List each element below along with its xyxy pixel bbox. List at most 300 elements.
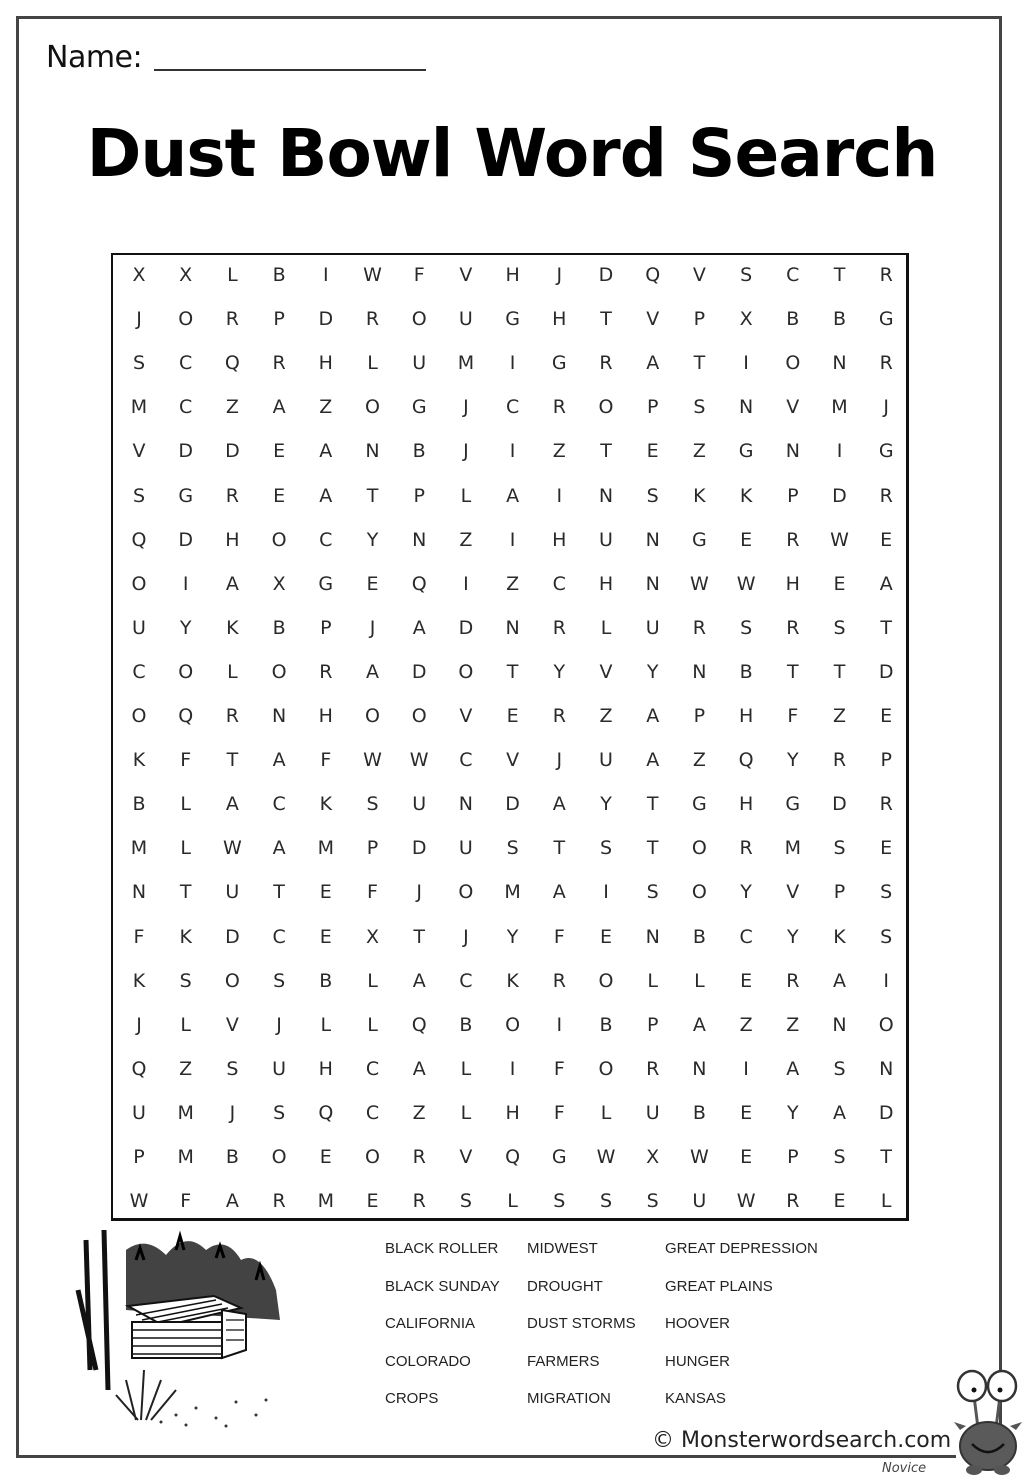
grid-letter[interactable]: N: [645, 925, 660, 948]
grid-letter[interactable]: E: [646, 440, 659, 463]
grid-letter[interactable]: H: [598, 572, 614, 595]
grid-letter[interactable]: O: [691, 837, 707, 860]
grid-letter[interactable]: M: [457, 352, 475, 375]
grid-letter[interactable]: A: [833, 1101, 846, 1124]
grid-letter[interactable]: N: [131, 881, 147, 904]
grid-letter[interactable]: C: [459, 749, 473, 772]
grid-letter[interactable]: R: [225, 484, 239, 507]
grid-letter[interactable]: B: [692, 1101, 706, 1124]
grid-letter[interactable]: Y: [786, 749, 799, 772]
grid-letter[interactable]: G: [551, 352, 567, 375]
grid-letter[interactable]: F: [320, 749, 332, 772]
grid-letter[interactable]: A: [879, 572, 893, 595]
grid-letter[interactable]: B: [786, 308, 800, 331]
grid-letter[interactable]: N: [738, 396, 754, 419]
grid-letter[interactable]: A: [225, 793, 239, 816]
grid-letter[interactable]: N: [645, 572, 660, 595]
grid-letter[interactable]: E: [319, 1146, 332, 1168]
grid-letter[interactable]: O: [598, 396, 614, 419]
grid-letter[interactable]: Q: [178, 705, 194, 727]
grid-letter[interactable]: L: [320, 1013, 332, 1036]
grid-letter[interactable]: U: [458, 837, 473, 860]
grid-letter[interactable]: O: [178, 660, 194, 683]
grid-letter[interactable]: O: [271, 660, 287, 683]
grid-letter[interactable]: Z: [599, 705, 613, 727]
grid-letter[interactable]: D: [832, 793, 847, 816]
grid-letter[interactable]: S: [880, 925, 893, 948]
grid-letter[interactable]: H: [318, 352, 333, 375]
grid-letter[interactable]: T: [786, 660, 799, 683]
grid-letter[interactable]: R: [365, 308, 380, 331]
grid-letter[interactable]: R: [272, 1190, 286, 1213]
grid-letter[interactable]: Q: [224, 352, 240, 375]
grid-letter[interactable]: B: [225, 1146, 239, 1168]
grid-letter[interactable]: T: [600, 308, 612, 331]
grid-letter[interactable]: G: [505, 308, 520, 331]
grid-letter[interactable]: V: [786, 881, 800, 904]
grid-letter[interactable]: Y: [646, 660, 659, 683]
grid-letter[interactable]: A: [833, 969, 846, 992]
grid-letter[interactable]: S: [179, 969, 192, 992]
grid-letter[interactable]: T: [646, 793, 659, 816]
grid-letter[interactable]: P: [366, 837, 379, 860]
grid-letter[interactable]: R: [412, 1146, 426, 1168]
grid-letter[interactable]: S: [833, 616, 846, 639]
grid-letter[interactable]: B: [739, 660, 753, 683]
grid-letter[interactable]: I: [556, 484, 563, 507]
grid-letter[interactable]: L: [180, 1013, 191, 1036]
grid-letter[interactable]: F: [553, 925, 565, 948]
grid-letter[interactable]: V: [459, 264, 473, 286]
grid-letter[interactable]: R: [599, 352, 613, 375]
grid-letter[interactable]: Y: [366, 528, 379, 551]
grid-letter[interactable]: T: [693, 352, 706, 375]
grid-letter[interactable]: L: [180, 793, 191, 816]
grid-letter[interactable]: O: [271, 1146, 287, 1168]
grid-letter[interactable]: H: [505, 1101, 520, 1124]
grid-letter[interactable]: S: [273, 1101, 286, 1124]
grid-letter[interactable]: G: [878, 440, 894, 463]
grid-letter[interactable]: X: [365, 925, 380, 948]
grid-letter[interactable]: S: [553, 1190, 566, 1213]
grid-letter[interactable]: R: [879, 793, 893, 816]
grid-letter[interactable]: B: [272, 264, 286, 286]
grid-letter[interactable]: P: [320, 616, 332, 639]
grid-letter[interactable]: H: [738, 793, 754, 816]
grid-letter[interactable]: K: [739, 484, 753, 507]
grid-letter[interactable]: O: [878, 1013, 894, 1036]
grid-letter[interactable]: T: [833, 660, 846, 683]
grid-letter[interactable]: O: [598, 1057, 614, 1080]
grid-letter[interactable]: W: [736, 572, 756, 595]
grid-letter[interactable]: U: [225, 881, 240, 904]
grid-letter[interactable]: A: [412, 969, 426, 992]
grid-letter[interactable]: R: [225, 308, 239, 331]
grid-letter[interactable]: D: [598, 264, 614, 286]
grid-letter[interactable]: L: [460, 484, 472, 507]
grid-letter[interactable]: W: [596, 1146, 616, 1168]
grid-letter[interactable]: A: [552, 793, 566, 816]
grid-letter[interactable]: I: [836, 440, 843, 463]
grid-letter[interactable]: T: [366, 484, 379, 507]
grid-letter[interactable]: J: [883, 396, 889, 419]
grid-letter[interactable]: W: [689, 572, 709, 595]
grid-letter[interactable]: P: [880, 749, 892, 772]
grid-letter[interactable]: X: [272, 572, 286, 595]
grid-letter[interactable]: Z: [225, 396, 239, 419]
grid-letter[interactable]: C: [179, 352, 193, 375]
grid-letter[interactable]: S: [132, 484, 146, 507]
grid-letter[interactable]: E: [880, 705, 893, 727]
grid-letter[interactable]: G: [878, 308, 894, 331]
grid-letter[interactable]: Y: [786, 925, 799, 948]
grid-letter[interactable]: V: [692, 264, 706, 286]
grid-letter[interactable]: P: [787, 484, 799, 507]
grid-letter[interactable]: B: [132, 793, 146, 816]
grid-letter[interactable]: X: [179, 264, 193, 286]
grid-letter[interactable]: F: [787, 705, 799, 727]
grid-letter[interactable]: O: [691, 881, 707, 904]
grid-letter[interactable]: C: [459, 969, 473, 992]
grid-letter[interactable]: E: [319, 881, 332, 904]
grid-letter[interactable]: A: [272, 837, 286, 860]
grid-letter[interactable]: F: [133, 925, 145, 948]
grid-letter[interactable]: F: [367, 881, 378, 904]
grid-letter[interactable]: E: [880, 528, 893, 551]
grid-letter[interactable]: J: [463, 396, 469, 419]
grid-letter[interactable]: V: [786, 396, 800, 419]
grid-letter[interactable]: T: [646, 837, 659, 860]
grid-letter[interactable]: T: [880, 1146, 892, 1168]
grid-letter[interactable]: P: [646, 1013, 659, 1036]
grid-letter[interactable]: C: [505, 396, 520, 419]
grid-letter[interactable]: Z: [552, 440, 566, 463]
grid-letter[interactable]: H: [552, 308, 567, 331]
grid-letter[interactable]: J: [463, 440, 469, 463]
grid-letter[interactable]: S: [646, 484, 659, 507]
grid-letter[interactable]: A: [225, 572, 239, 595]
grid-letter[interactable]: S: [833, 1146, 846, 1168]
grid-letter[interactable]: K: [319, 793, 333, 816]
grid-letter[interactable]: S: [833, 837, 846, 860]
grid-letter[interactable]: R: [646, 1057, 660, 1080]
grid-letter[interactable]: B: [599, 1013, 613, 1036]
grid-letter[interactable]: O: [458, 660, 474, 683]
grid-letter[interactable]: N: [785, 440, 800, 463]
grid-letter[interactable]: L: [460, 1057, 472, 1080]
grid-letter[interactable]: Q: [645, 264, 661, 286]
grid-letter[interactable]: M: [831, 396, 848, 419]
grid-letter[interactable]: J: [416, 881, 422, 904]
grid-letter[interactable]: U: [645, 1101, 660, 1124]
grid-letter[interactable]: S: [646, 1190, 659, 1213]
grid-letter[interactable]: J: [229, 1101, 236, 1124]
grid-letter[interactable]: U: [412, 352, 427, 375]
grid-letter[interactable]: Y: [179, 616, 192, 639]
grid-letter[interactable]: S: [226, 1057, 239, 1080]
grid-letter[interactable]: U: [458, 308, 473, 331]
grid-letter[interactable]: E: [366, 572, 379, 595]
grid-letter[interactable]: L: [227, 264, 238, 286]
grid-letter[interactable]: O: [411, 705, 427, 727]
grid-letter[interactable]: Z: [412, 1101, 426, 1124]
grid-letter[interactable]: L: [694, 969, 705, 992]
grid-letter[interactable]: N: [271, 705, 287, 727]
grid-letter[interactable]: W: [689, 1146, 709, 1168]
grid-letter[interactable]: A: [319, 484, 333, 507]
grid-letter[interactable]: J: [463, 925, 469, 948]
grid-letter[interactable]: C: [365, 1101, 380, 1124]
grid-letter[interactable]: D: [225, 925, 240, 948]
grid-letter[interactable]: R: [412, 1190, 426, 1213]
grid-letter[interactable]: E: [366, 1190, 379, 1213]
grid-letter[interactable]: S: [693, 396, 706, 419]
grid-letter[interactable]: A: [366, 660, 379, 683]
grid-letter[interactable]: M: [177, 1101, 194, 1124]
grid-letter[interactable]: O: [271, 528, 287, 551]
grid-letter[interactable]: A: [692, 1013, 706, 1036]
grid-letter[interactable]: W: [736, 1190, 756, 1213]
grid-letter[interactable]: Q: [131, 528, 147, 551]
grid-letter[interactable]: D: [178, 440, 193, 463]
grid-letter[interactable]: A: [646, 352, 660, 375]
grid-letter[interactable]: X: [739, 308, 753, 331]
grid-letter[interactable]: M: [130, 837, 148, 860]
grid-letter[interactable]: I: [322, 264, 329, 286]
grid-letter[interactable]: R: [692, 616, 706, 639]
grid-letter[interactable]: W: [129, 1190, 149, 1213]
grid-letter[interactable]: C: [365, 1057, 380, 1080]
grid-letter[interactable]: V: [646, 308, 660, 331]
grid-letter[interactable]: I: [743, 1057, 749, 1080]
grid-letter[interactable]: R: [832, 749, 847, 772]
grid-letter[interactable]: S: [132, 352, 146, 375]
grid-letter[interactable]: B: [692, 925, 706, 948]
grid-letter[interactable]: L: [460, 1101, 472, 1124]
grid-letter[interactable]: B: [459, 1013, 473, 1036]
grid-letter[interactable]: A: [319, 440, 333, 463]
grid-letter[interactable]: D: [458, 616, 474, 639]
grid-letter[interactable]: N: [645, 528, 660, 551]
grid-letter[interactable]: W: [363, 264, 382, 286]
grid-letter[interactable]: D: [411, 660, 427, 683]
grid-letter[interactable]: H: [225, 528, 240, 551]
grid-letter[interactable]: L: [227, 660, 238, 683]
grid-letter[interactable]: C: [272, 925, 286, 948]
grid-letter[interactable]: Z: [459, 528, 473, 551]
grid-letter[interactable]: N: [598, 484, 614, 507]
grid-letter[interactable]: O: [505, 1013, 521, 1036]
grid-letter[interactable]: D: [878, 1101, 894, 1124]
grid-letter[interactable]: R: [272, 352, 286, 375]
grid-letter[interactable]: M: [317, 1190, 334, 1213]
grid-letter[interactable]: S: [599, 837, 613, 860]
grid-letter[interactable]: Z: [832, 705, 847, 727]
grid-letter[interactable]: L: [600, 616, 612, 639]
grid-letter[interactable]: E: [273, 484, 286, 507]
grid-letter[interactable]: F: [413, 264, 425, 286]
grid-letter[interactable]: D: [318, 308, 334, 331]
grid-letter[interactable]: M: [317, 837, 334, 860]
grid-letter[interactable]: A: [506, 484, 520, 507]
grid-letter[interactable]: O: [131, 705, 147, 727]
grid-letter[interactable]: D: [832, 484, 847, 507]
grid-letter[interactable]: E: [599, 925, 612, 948]
grid-letter[interactable]: A: [646, 749, 660, 772]
grid-letter[interactable]: Q: [318, 1101, 334, 1124]
grid-letter[interactable]: Y: [600, 793, 612, 816]
grid-letter[interactable]: Z: [739, 1013, 753, 1036]
grid-letter[interactable]: V: [599, 660, 613, 683]
grid-letter[interactable]: V: [459, 1146, 473, 1168]
grid-letter[interactable]: O: [785, 352, 801, 375]
grid-letter[interactable]: E: [740, 969, 753, 992]
grid-letter[interactable]: I: [743, 352, 749, 375]
grid-letter[interactable]: J: [136, 308, 142, 331]
grid-letter[interactable]: V: [225, 1013, 239, 1036]
grid-letter[interactable]: H: [552, 528, 567, 551]
grid-letter[interactable]: Z: [692, 440, 706, 463]
grid-letter[interactable]: H: [318, 1057, 333, 1080]
grid-letter[interactable]: H: [505, 264, 520, 286]
grid-letter[interactable]: O: [458, 881, 474, 904]
grid-letter[interactable]: S: [506, 837, 519, 860]
grid-letter[interactable]: Q: [131, 1057, 147, 1080]
grid-letter[interactable]: F: [553, 1057, 565, 1080]
name-blank-line[interactable]: [154, 69, 426, 71]
grid-letter[interactable]: U: [599, 749, 613, 772]
grid-letter[interactable]: R: [552, 969, 566, 992]
grid-letter[interactable]: P: [787, 1146, 799, 1168]
grid-letter[interactable]: S: [273, 969, 286, 992]
grid-letter[interactable]: R: [786, 616, 800, 639]
grid-letter[interactable]: I: [463, 572, 469, 595]
grid-letter[interactable]: Q: [505, 1146, 521, 1168]
grid-letter[interactable]: V: [459, 705, 473, 727]
grid-letter[interactable]: B: [832, 308, 847, 331]
grid-letter[interactable]: D: [225, 440, 240, 463]
grid-letter[interactable]: A: [786, 1057, 800, 1080]
grid-letter[interactable]: G: [738, 440, 754, 463]
grid-letter[interactable]: R: [739, 837, 753, 860]
grid-letter[interactable]: O: [411, 308, 427, 331]
grid-letter[interactable]: E: [740, 1146, 753, 1168]
grid-letter[interactable]: D: [505, 793, 520, 816]
grid-letter[interactable]: B: [412, 440, 426, 463]
grid-letter[interactable]: E: [506, 705, 519, 727]
grid-letter[interactable]: V: [132, 440, 146, 463]
grid-letter[interactable]: N: [832, 352, 847, 375]
grid-letter[interactable]: N: [458, 793, 473, 816]
grid-letter[interactable]: G: [692, 528, 707, 551]
grid-letter[interactable]: J: [276, 1013, 282, 1036]
grid-letter[interactable]: L: [647, 969, 658, 992]
grid-letter[interactable]: I: [883, 969, 889, 992]
grid-letter[interactable]: K: [833, 925, 846, 948]
grid-letter[interactable]: C: [272, 793, 286, 816]
grid-letter[interactable]: Q: [411, 572, 427, 595]
grid-letter[interactable]: P: [413, 484, 425, 507]
grid-letter[interactable]: N: [692, 1057, 707, 1080]
grid-letter[interactable]: K: [226, 616, 239, 639]
grid-letter[interactable]: N: [412, 528, 427, 551]
grid-letter[interactable]: R: [552, 616, 566, 639]
grid-letter[interactable]: W: [409, 749, 429, 772]
grid-letter[interactable]: L: [180, 837, 191, 860]
grid-letter[interactable]: E: [740, 1101, 753, 1124]
grid-letter[interactable]: A: [272, 396, 286, 419]
grid-letter[interactable]: I: [509, 352, 516, 375]
grid-letter[interactable]: E: [880, 837, 893, 860]
grid-letter[interactable]: G: [785, 793, 801, 816]
grid-letter[interactable]: R: [225, 705, 239, 727]
grid-letter[interactable]: K: [179, 925, 192, 948]
grid-letter[interactable]: G: [178, 484, 194, 507]
grid-letter[interactable]: R: [879, 264, 893, 286]
grid-letter[interactable]: E: [833, 572, 846, 595]
grid-letter[interactable]: R: [786, 1190, 800, 1213]
grid-letter[interactable]: N: [692, 660, 707, 683]
grid-letter[interactable]: C: [179, 396, 193, 419]
grid-letter[interactable]: L: [507, 1190, 518, 1213]
grid-letter[interactable]: U: [412, 793, 427, 816]
grid-letter[interactable]: G: [551, 1146, 567, 1168]
grid-letter[interactable]: R: [879, 352, 893, 375]
grid-letter[interactable]: T: [600, 440, 612, 463]
grid-letter[interactable]: Z: [319, 396, 333, 419]
grid-letter[interactable]: D: [178, 528, 193, 551]
grid-letter[interactable]: P: [693, 705, 706, 727]
grid-letter[interactable]: R: [786, 969, 800, 992]
grid-letter[interactable]: U: [132, 616, 146, 639]
grid-letter[interactable]: S: [366, 793, 379, 816]
grid-letter[interactable]: J: [556, 264, 563, 286]
grid-letter[interactable]: O: [365, 705, 380, 727]
grid-letter[interactable]: N: [505, 616, 520, 639]
grid-letter[interactable]: P: [273, 308, 285, 331]
grid-letter[interactable]: Y: [786, 1101, 799, 1124]
grid-letter[interactable]: M: [130, 396, 148, 419]
grid-letter[interactable]: A: [225, 1190, 239, 1213]
grid-letter[interactable]: T: [880, 616, 892, 639]
grid-letter[interactable]: A: [646, 705, 660, 727]
grid-letter[interactable]: U: [599, 528, 613, 551]
grid-letter[interactable]: D: [878, 660, 894, 683]
grid-letter[interactable]: E: [273, 440, 286, 463]
grid-letter[interactable]: F: [553, 1101, 565, 1124]
grid-letter[interactable]: N: [832, 1013, 847, 1036]
grid-letter[interactable]: W: [363, 749, 382, 772]
grid-letter[interactable]: Q: [738, 749, 754, 772]
grid-letter[interactable]: U: [272, 1057, 287, 1080]
grid-letter[interactable]: S: [740, 264, 753, 286]
grid-letter[interactable]: C: [739, 925, 753, 948]
grid-letter[interactable]: O: [178, 308, 194, 331]
grid-letter[interactable]: K: [132, 749, 146, 772]
grid-letter[interactable]: Z: [506, 572, 520, 595]
grid-letter[interactable]: D: [411, 837, 427, 860]
grid-letter[interactable]: X: [132, 264, 146, 286]
grid-letter[interactable]: Q: [411, 1013, 427, 1036]
grid-letter[interactable]: I: [509, 528, 516, 551]
grid-letter[interactable]: Y: [740, 881, 752, 904]
grid-letter[interactable]: O: [131, 572, 147, 595]
grid-letter[interactable]: Z: [179, 1057, 193, 1080]
grid-letter[interactable]: A: [552, 881, 566, 904]
grid-letter[interactable]: I: [509, 440, 516, 463]
grid-letter[interactable]: S: [833, 1057, 846, 1080]
grid-letter[interactable]: O: [365, 396, 380, 419]
